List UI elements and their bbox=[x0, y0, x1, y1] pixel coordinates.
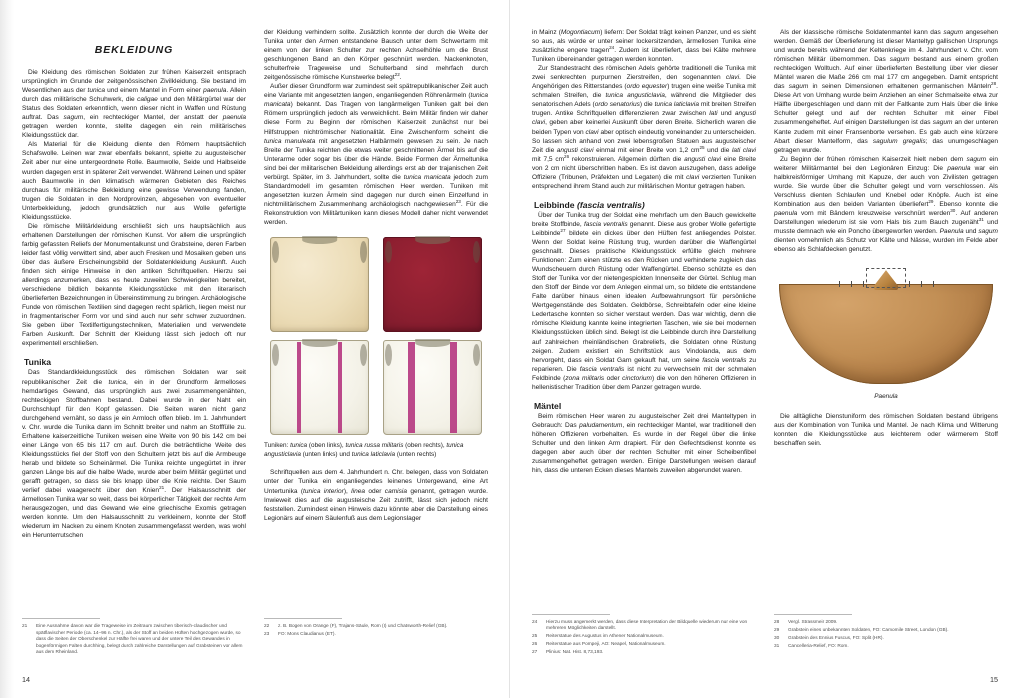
armhole-left bbox=[385, 241, 392, 263]
footnote-marker-21[interactable]: 21 bbox=[159, 484, 165, 490]
footnote-item bbox=[264, 632, 488, 638]
paragraph-text-mid: und die lati clavi mit 7,5 cm bbox=[532, 146, 756, 163]
footnote-number: 27 bbox=[532, 650, 538, 656]
footnote-column-3 bbox=[532, 614, 756, 658]
tunic-image-tunica-angusticlavia bbox=[270, 340, 369, 435]
latin-term: tunica angusticlavia bbox=[264, 442, 464, 458]
subheading-maentel: Mäntel bbox=[534, 400, 562, 411]
paragraph-text: Als der klassische römische Soldatenmantel kann das sagum angesehen werden. Gemäß der Überlieferung ist dieser Manteltyp gallischen Ursprungs und wurde bereits während der Keltenkriege im 4. Jahrhundert v. Chr. vom römischen Militär übernommen. Das sagum bestand aus einem großen rechteckigen Wolltuch. Auf einer überlieferten Bestellung über vier dieser Mäntel waren die Maße 266 cm mal 177 cm angegeben. Damit entspricht das sagum in seinen Dimensionen erhaltenen germanischen Mänteln bbox=[774, 29, 998, 91]
footnote-number: 22 bbox=[264, 624, 270, 630]
footnote-number: 21 bbox=[22, 624, 28, 630]
latin-term: fascia ventralis bbox=[583, 220, 628, 228]
footnote-marker-29[interactable]: 29 bbox=[928, 198, 934, 204]
paragraph-text: Zur Standestracht des römischen Adels gehörte traditionell die Tunika mit zwei senkrechten purpurnen Zierstreifen, den sogenannten clavi. Die Angehörigen des Ritterstandes (ordo equester) trugen eine weiße Tunika mit schmalen Streifen, die tunica angusticlavia, während die Mitglieder des senatorischen Adels (ordo senatorius) die tunica laticlavia mit breiten Streifen trugen. Antike Schriftquellen differenzieren zwar zwischen lati und angusti clavi, geben aber keinerlei Auskunft über deren Breite. Sicherlich waren die beiden Typen von clavi aber optisch eindeutig voneinander zu unterscheiden. So lassen sich anhand von zwei lebensgroßen Statuen aus augusteischer Zeit die angusti clavi einmal mit einer Breite von 1,2 cm bbox=[532, 65, 757, 154]
tunic-image-tunica-laticlavia bbox=[383, 340, 482, 435]
paragraph-text: in Mainz (Mogontiacum) liefern: Der Soldat trägt keinen Panzer, und es sieht so aus, als würde er unter seiner lockersitzenden, ärmellosen Tunika eine zusätzliche engere tragen bbox=[532, 29, 756, 55]
latin-term: tunica interior bbox=[303, 487, 344, 495]
paragraph-text-tail: bildete ein dickes über den Hüften fest anliegendes Polster. Wenn der Soldat keine Rüstung trug, wurden darüber die Waffengürtel geschnallt. Dieses praktische Kleidungsstück erfüllte gleich mehrere Funktionen: Zum einen stützte es den Rücken und verhinderte zugleich das Wundscheuern durch Rüstung oder Waffengürtel. Ebenso schützte es den Stoff der Tunika vor der nietengespickten Innenseite der Gürtel. Schlug man den Stoff der Binde vor dem Anlegen einmal um, so bildete die entstandene Falte darüber hinaus einen idealen Aufbewahrungsort für persönliche Wertgegenstände des Soldaten. Geldbörse, Schreibtafeln oder eine kleine Ledertasche konnten so sicher verstaut werden. Das war wichtig, denn die römische Kleidung kannte keine integrierten Taschen, wie sie bei modernen Kleidungsstücken üblich sind. Belegt ist die Leibbinde durch ihre Darstellung auf zahlreichen rheinländischen Grabreliefs, die Soldaten ohne Rüstung zeigen. Zudem existiert ein Schriftstück aus Vindolanda, aus dem hervorgeht, dass ein Soldat Garn gekauft hat, um seine fascia ventralis zu reparieren. Die fascia ventralis ist nicht zu verwechseln mit der schmalen Feldbinde (zona militaris oder cinctorium) die von den höheren Offizieren in hellenistischer Tradition über dem Panzer getragen wurde. bbox=[532, 229, 756, 391]
page-number-right: 15 bbox=[990, 675, 998, 684]
footnote-marker-27[interactable]: 27 bbox=[560, 227, 566, 233]
subheading-leibbinde bbox=[534, 200, 756, 210]
latin-term: tunica angusticlavia bbox=[605, 92, 665, 100]
latin-term: tunica bbox=[108, 378, 126, 386]
footnote-number: 25 bbox=[532, 634, 538, 640]
footnote-text: Plinius: Nat. Hist. 8,73,193. bbox=[546, 650, 604, 656]
latin-term: paenula bbox=[947, 164, 971, 172]
latin-term: tunica bbox=[87, 87, 106, 95]
footnote-text: Reiterstatue des Augustus im Athener Nationalmuseum. bbox=[546, 634, 664, 640]
paragraph-text-tail: rekonstruieren. Allgemein dürften die angusti clavi eine Breite von 2 cm nicht überschritten haben. Es ist davon auszugehen, dass adelige Offiziere (Tribunen, Präfekten und Legaten) die mit clavi verzierten Tuniken entsprechend ihrem Stand auch zur militärischen Montur getragen haben. bbox=[532, 155, 756, 190]
footnote-text: Reiterstatue aus Pompeji, AO: Neapel, Nationalmuseum. bbox=[546, 642, 666, 648]
paragraph: Beim römischen Heer waren zu augusteischer Zeit drei Manteltypen in Gebrauch: Das paludamentum, ein rechteckiger Mantel, war traditionell den höheren Offizieren vorbehalten. Es wurde in der Regel über die linke Schulter und den linken Arm drapiert. Für den Gefechtsdienst konnte es dagegen aber auch über der rechten Schulter mit einer Scheibenfibel zusammengeheftet getragen werden. Einige Darstellungen weisen darauf hin, dass die unteren Ecken dieses Mantels zuweilen abgerundet waren. bbox=[532, 412, 756, 475]
footnote-column-4 bbox=[774, 614, 998, 658]
latin-term: fascia ventralis bbox=[702, 356, 747, 364]
footnote-rule bbox=[264, 618, 342, 619]
column-2 bbox=[264, 28, 488, 606]
footnote-column-2 bbox=[264, 618, 488, 658]
footnote-text: Grabstein eines unbekannten Soldaten, FO: Camomile Street, London (GB). bbox=[788, 627, 949, 633]
latin-term: clavi bbox=[686, 173, 700, 181]
paragraph-text-b: . Ebenso konnte die paenula vorn mit Bändern kreuzweise verschnürt werden bbox=[774, 200, 999, 217]
latin-term: tunica laticlavia bbox=[351, 450, 396, 458]
footnote-marker-24[interactable]: 24 bbox=[609, 44, 615, 50]
paragraph: der Kleidung verhindern sollte. Zusätzlich konnte der durch die Weite der Tunika unter den Armen entstandene Bausch unter dem Schwertarm mit einem von der linken Schulter zur rechten Achselhöhle um die Brust geschlungenen Band an den Körper geschnürt werden. Nackenknoten, schulterfreie Trageweise und Schulterband sind mehrfach durch zeitgenössische römische Kunstwerke belegt$^{22}$. bbox=[264, 29, 488, 82]
footnotes-right-page bbox=[532, 614, 998, 658]
paragraph bbox=[532, 211, 756, 392]
footnote-marker-22[interactable]: 22 bbox=[394, 72, 400, 78]
column-4 bbox=[774, 28, 998, 606]
column-1 bbox=[22, 28, 246, 606]
latin-term: sagum bbox=[63, 114, 84, 122]
latin-term: Paenula bbox=[939, 228, 964, 236]
footnote-rule bbox=[22, 618, 100, 619]
latin-term: lati bbox=[709, 110, 718, 118]
footnote-item bbox=[532, 650, 756, 656]
paragraph: Schriftquellen aus dem 4. Jahrhundert n. Chr. belegen, dass von Soldaten unter der Tunika ein enganliegendes leinenes Untergewand, eine Art Untertunika (tunica interior), linea oder camisia genannt, getragen wurde. Inwieweit dies auf die augusteische Zeit zutrifft, lässt sich jedoch nicht feststellen. Zumindest einen Hinweis dazu könnte aber die Darstellung eines Legionärs auf einem Säulenfuß aus dem Legionslager bbox=[264, 469, 488, 522]
footnote-marker-26[interactable]: 26 bbox=[564, 153, 570, 159]
paragraph-text-tail: . Für die Rekonstruktion von Militärtuniken kann dieses Modell daher nicht verwendet werden. bbox=[264, 200, 488, 226]
footnote-item bbox=[532, 634, 756, 640]
latin-term: fascia ventralis bbox=[579, 365, 625, 373]
tunic-image-tunica-russa-militaris bbox=[383, 237, 482, 332]
latin-term: Paenula bbox=[874, 393, 898, 401]
footnote-rule bbox=[532, 614, 610, 615]
footnote-marker-25[interactable]: 25 bbox=[699, 144, 705, 150]
figure-caption-paenula bbox=[774, 393, 998, 402]
paragraph: Die Kleidung des römischen Soldaten zur frühen Kaiserzeit entsprach ursprünglich im Grunde der zeitgenössischen Zivilkleidung. Sie bestand im Wesentlichen aus der tunica und einem Mantel in Form einer paenula. Allein durch das militärische Schuhwerk, die caligae und den Militärgürtel war der Status des Soldaten erkenntlich, wenn dieser nicht in Waffen und Rüstung auftrat. Das sagum, ein rechteckiger Mantel, der anstatt der paenula getragen werden konnte, stellte dagegen ein rein militärisches Kleidungsstück dar. bbox=[22, 69, 246, 140]
paragraph bbox=[264, 82, 488, 227]
armhole-left bbox=[272, 344, 279, 366]
latin-term: camisia bbox=[384, 487, 407, 495]
paenula-cloak-body bbox=[779, 284, 993, 384]
paragraph bbox=[774, 155, 998, 255]
latin-term: paenula bbox=[774, 209, 798, 217]
latin-term: cinctorium bbox=[622, 374, 652, 382]
paenula-image bbox=[779, 266, 993, 384]
paragraph-text: der Kleidung verhindern sollte. Zusätzlich konnte der durch die Weite der Tunika unter den Armen entstandene Bausch unter dem Schwertarm mit einem von der linken Schulter zur rechten Achselhöhle um die Brust geschlungenen Band an den Körper geschnürt werden. Nackenknoten, schulterfreie Trageweise und Schulterband sind mehrfach durch zeitgenössische römische Kunstwerke belegt bbox=[264, 29, 488, 82]
footnote-marker-31[interactable]: 31 bbox=[978, 216, 984, 222]
latin-term: clavi bbox=[585, 128, 599, 136]
clavus-stripe-right bbox=[338, 342, 342, 433]
page-title: BEKLEIDUNG bbox=[94, 44, 174, 56]
tunic-grid bbox=[270, 237, 482, 435]
paragraph-text-tail: . Zudem ist überliefert, dass bei Kälte mehrere Tuniken übereinander getragen werden konnten. bbox=[532, 47, 756, 64]
latin-term: sagulum gregalis bbox=[872, 137, 926, 145]
paragraph-text-tail: . Diese Art von Umhang wurde beim Anziehen an einer Schmalseite etwa zur Hälfte übergeschlagen und dann mit der Faltkante zum Hals über die linke Schulter gelegt und auf der rechten Schulter mit einer Fibel zusammengeheftet. Auf einigen Darstellungen ist das sagum an der unteren Kante zudem mit einer Fransenborte versehen. Es gab auch eine kürzere Abart dieser Mantelform, das sagulum gregalis; das unumgeschlagen getragen wurde. bbox=[774, 83, 999, 154]
footnote-marker-30[interactable]: 30 bbox=[950, 207, 956, 213]
figure-caption-tunics: Tuniken: tunica (oben links), tunica russa militaris (oben rechts), tunica angusticlavia (unten links) und tunica laticlavia (unten rechts) bbox=[264, 442, 464, 458]
latin-term: paenula bbox=[222, 114, 246, 122]
footnote-number: 30 bbox=[774, 635, 780, 641]
footnote-item bbox=[264, 624, 488, 630]
footnote-item bbox=[774, 644, 998, 650]
subheading-tunika: Tunika bbox=[24, 357, 52, 368]
paragraph bbox=[532, 64, 756, 191]
footnote-item bbox=[532, 620, 756, 633]
footnote-column-1 bbox=[22, 618, 246, 658]
footnote-item bbox=[774, 620, 998, 626]
paragraph-text: Das Standardkleidungsstück des römischen Soldaten war seit republikanischer Zeit die tunica, ein in der Grundform ärmelloses hemdartiges Gewand, das ursprünglich aus zwei zusammengenähten, rechteckigen Stoffbahnen bestand. Dabei wurde in der Naht ein Durchschlupf für den Kopf gelassen. Die Seiten waren nicht ganz durchgehend vernäht, so dass je ein Armloch offen blieb. Im 1. Jahrhundert v. Chr. wurde die Tunika dann im Schnitt breiter und nahm an Stofffülle zu. Erhaltene kaiserzeitliche Tuniken weisen eine Weite von 90 bis 142 cm bei einer Länge von 65 bis 117 cm auf. Durch die beträchtliche Weite des Kleidungsstücks fiel der Stoff von den Schultern jetzt bis auf die Armbeuge herab und bildete so Scheinärmel. Die Tunika reichte ungegürtet in ihrer ganzen Länge bis auf die halbe Wade, wurde aber beim Militär gegürtet und gerafft getragen, so dass sie bis knapp über die Knie reichte. Der Saum verlief dabei waagerecht über den Knien bbox=[22, 369, 246, 495]
footnote-number: 31 bbox=[774, 643, 780, 649]
latin-term: angusti clavi bbox=[532, 110, 756, 127]
latin-term: linea bbox=[351, 487, 366, 495]
latin-term: lati clavi bbox=[731, 146, 756, 154]
latin-term: tunica manicata bbox=[403, 173, 451, 181]
paragraph-text-c: . Auf anderen Darstellungen wiederum ist sie vom Hals bis zum Bauch zugenäht bbox=[774, 209, 998, 226]
clavus-stripe-left bbox=[408, 342, 415, 433]
footnote-text: Grabstein des Ennius Fuscus, FO: Split (HR). bbox=[788, 635, 884, 641]
footnote-text: z. B. Bogen von Orange (F), Trajans-Säule, Rom (I) und Chatsworth-Relief (GB). bbox=[278, 624, 448, 630]
latin-term: sagum bbox=[889, 56, 910, 64]
figure-tunics bbox=[264, 237, 488, 459]
neck-opening bbox=[415, 339, 451, 347]
paragraph-text: Außer dieser Grundform war zumindest seit spätrepublikanischer Zeit auch eine Variante mit angesetzten langen, enganliegenden Röhrenärmeln (tunica manicata) bekannt. Das Tragen von langärmeligen Tuniken galt bei den Römern ursprünglich jedoch als verweichlicht. Beim Militär finden wir daher diese Form zu Beginn der römischen Kaiserzeit zunächst nur bei Hilfstruppen nichtrömischer Nationalität. Eine Zwischenform scheint die tunica manuleata mit angesetzten Halbärmeln gewesen zu sein. Je nach Breite der Tunika reichten die etwas weiter geschnittenen Ärmel bis auf die Unterarme oder sogar bis über die Hände. Beide Formen der Ärmeltunika sind bei der militarischen Bekleidung allerdings erst ab der trajanischen Zeit verbürgt. Später, im 3. Jahrhundert, sollte die tunica manicata jedoch zum Standardmodell im gesamten römischen Heer werden. Tuniken mit angesetzten kurzen Ärmeln sind dagegen nur durch einen Einzelfund in nichtmilitärischem Zusammenhang archäologisch nachgewiesen bbox=[264, 83, 488, 208]
latin-term: sagum bbox=[788, 83, 809, 91]
latin-term: sagum bbox=[932, 119, 953, 127]
latin-term: zona militaris bbox=[565, 374, 605, 382]
armhole-left bbox=[385, 344, 392, 366]
paragraph-text: Zu Beginn der frühen römischen Kaiserzeit hielt neben dem sagum ein weiterer Militärmantel bei den Legionären Einzug: Die paenula war ein halbkreisförmiger Umhang mit Kapuze, der auch von Zivilisten getragen wurde. Sie wurde über die Schulter gelegt und vorn verschlossen. Als Verschluss dienten Schlaufen und Knebel oder Knöpfe. Auch ist eine Kombination aus den beiden Varianten überliefert bbox=[774, 155, 998, 208]
paenula-detail-callout-box bbox=[866, 268, 906, 288]
latin-term: Mogontiacum bbox=[560, 29, 601, 36]
latin-term: tunica bbox=[290, 442, 308, 450]
paragraph: Das Standardkleidungsstück des römischen Soldaten war seit republikanischer Zeit die tunica, ein in der Grundform ärmelloses hemdartiges Gewand, das ursprünglich aus zwei zusammengenähten, rechteckigen Stoffbahnen bestand. Dabei wurde in der Naht ein Durchschlupf für den Kopf gelassen. Die Seiten waren nicht ganz durchgehend vernäht, so dass je ein Armloch offen blieb. Im 1. Jahrhundert v. Chr. wurde die Tunika dann im Schnitt breiter und nahm an Stofffülle zu. Erhaltene kaiserzeitliche Tuniken weisen eine Weite von 90 bis 142 cm bei einer Länge von 65 bis 117 cm auf. Durch die beträchtliche Weite des Kleidungsstücks fiel der Stoff von den Schultern jetzt bis auf die Armbeuge herab und bildete so Scheinärmel. Die Tunika reichte ungegürtet in ihrer ganzen Länge bis auf die halbe Wade, wurde aber beim Militär gegürtet und gerafft getragen, so dass sie bis knapp über die Knie reichte. Der Saum verlief dabei waagerecht über den Knien$^{21}$. Der Halsausschnitt der ärmellosen Tunika war so weit, dass bei körperlicher Tätigkeit der rechte Arm herausgezogen, und das Gewand wie eine griechische Exomis getragen werden konnte. Um den Halsausschnitt zu verkleinern, konnte der Stoff wiederum im Nacken zu einem Knoten zusammengefasst werden, was wohl ein Herunterrutschen bbox=[22, 369, 246, 540]
clavus-stripe-left bbox=[297, 342, 301, 433]
footnotes-left-page bbox=[22, 618, 488, 658]
footnote-rule bbox=[774, 614, 852, 615]
footnote-number: 29 bbox=[774, 627, 780, 633]
page-right-columns bbox=[532, 28, 998, 606]
footnote-item bbox=[532, 642, 756, 648]
tunic-image-tunica bbox=[270, 237, 369, 332]
footnote-text: Cancelleria-Relief, FO: Rom. bbox=[788, 643, 849, 649]
latin-term: paenula bbox=[203, 87, 227, 95]
footnote-number: 28 bbox=[774, 619, 780, 625]
paragraph bbox=[532, 28, 756, 64]
paragraph bbox=[774, 28, 998, 155]
latin-term: paludamentum bbox=[579, 421, 623, 429]
paragraph: Die römische Militärkleidung erschließt sich uns hauptsächlich aus erhaltenen Darstellungen der römischen Kunst. Vor allem die ursprünglich farbig gefassten Reliefs der Monumentalkunst und Grabsteine, deren Farben leider fast völlig verwittert sind, aber auch Fresken und Mosaiken geben uns über das äußere Erscheinungsbild der Soldatenkleidung Auskunft. Auch finden sich einige Hinweise in den antiken Schriftquellen. Hierzu sei allerdings anzumerken, dass es heute zuweilen Schwierigkeiten bereitet, verschiedene bildlich bekannte Kleidungsstücke mit den literarisch überlieferten Bezeichnungen in Übereinstimmung zu bringen. Archäologische Funde von römischen Textilien sind dagegen recht spärlich, liegen meist nur in fragmentarischer Form vor und sind auch nur sehr schwer zuzuordnen. Sie geben über Textilfertigungstechniken, Materialien und verwendete Farben Auskunft. Der Schnitt der Kleidung lässt sich jedoch oft nur experimentell erschließen. bbox=[22, 222, 246, 348]
footnote-text: FO: Mons Claudianus (ET). bbox=[278, 632, 336, 638]
footnote-text: Eine Ausnahme davon war die Trageweise im Zeitraum zwischen tiberisch-claudischer und spätflavischer Periode (ca. 14–96 n. Chr.), als der Stoff an beiden Hüften hochgezogen wurde, so dass die Seiten der Oberschenkel zur Hälfte frei waren und der untere Teil des Gewandes in bogenförmigen Falten durchhing, belegt durch zahlreiche Darstellungen auf Grabsteinen vor allem aus dem Rheinland. bbox=[36, 624, 243, 656]
page-number-left: 14 bbox=[22, 675, 30, 684]
latin-term: ordo equester bbox=[626, 83, 668, 91]
latin-term: angusti clavi bbox=[556, 146, 594, 154]
footnote-marker-23[interactable]: 23 bbox=[455, 198, 461, 204]
page-left-columns bbox=[22, 28, 488, 606]
latin-term: tunica laticlavia bbox=[654, 101, 700, 109]
latin-term: (fascia ventralis) bbox=[576, 199, 645, 210]
footnote-number: 26 bbox=[532, 642, 538, 648]
neck-opening bbox=[302, 236, 338, 244]
footnote-number: 24 bbox=[532, 619, 538, 625]
latin-term: sagum bbox=[978, 228, 999, 236]
paragraph-text: Über der Tunika trug der Soldat eine mehrfach um den Bauch gewickelte breite Stoffbinde, fascia ventralis genannt. Diese aus grober Wolle gefertigte Leibbinde bbox=[532, 211, 756, 237]
latin-term: tunica manuleata bbox=[264, 137, 316, 145]
armhole-right bbox=[473, 241, 480, 263]
neck-opening bbox=[302, 339, 338, 347]
clavus-stripe-right bbox=[450, 342, 457, 433]
latin-term: angusti clavi bbox=[684, 155, 722, 163]
neck-opening bbox=[415, 236, 451, 244]
latin-term: tunica russa militaris bbox=[345, 442, 404, 450]
latin-term: ordo senatorius bbox=[594, 101, 640, 109]
latin-term: clavi bbox=[725, 74, 740, 82]
latin-term: caligae bbox=[137, 96, 158, 104]
paragraph: Als Material für die Kleidung diente den Römern hauptsächlich Schafswolle. Leinen war zwar ebenfalls bekannt, spielte zu augusteischer Zeit aber nur eine untergeordnete Rolle. Baumwolle, Seide und Halbseide wurden dagegen erst in späterer Zeit verwendet. Während Leinen und später auch Baumwolle in den klimatisch wärmeren Gebieten des Reiches durchaus für militärische Bekleidung eine gewisse Verwendung fanden, trugen die Soldaten in den Nordprovinzen, abgesehen von eventueller Unterbekleidung, jedoch grundsätzlich nur aus Wolle gefertigte Kleidungsstücke. bbox=[22, 141, 246, 221]
footnote-item bbox=[774, 628, 998, 634]
armhole-right bbox=[360, 241, 367, 263]
footnote-item bbox=[22, 624, 246, 656]
armhole-left bbox=[272, 241, 279, 263]
armhole-right bbox=[360, 344, 367, 366]
paragraph: Die alltägliche Dienstuniform des römischen Soldaten bestand übrigens aus der Kombination von Tunika und Mantel. Je nach Klima und Witterung konnten die Kleidungsstücke aus leichterem oder wärmerem Stoff beschaffen sein. bbox=[774, 412, 998, 448]
latin-term: sagum bbox=[966, 155, 987, 163]
column-3 bbox=[532, 28, 756, 606]
footnote-marker-28[interactable]: 28 bbox=[991, 81, 997, 87]
footnote-text: Hierzu muss angemerkt werden, dass diese Interpretation der Bildquelle wiederum nur eine von mehreren Möglichkeiten darstellt. bbox=[546, 619, 748, 632]
subheading-text: Leibbinde (fascia ventralis) bbox=[534, 199, 645, 210]
paragraph-text-d: und musste demnach wie ein Poncho übergeworfen werden. Paenula und sagum dienten vornehmlich als Schutz vor Kälte und Nässe, wurden im Felde aber ebenso als Schlafdecken genutzt. bbox=[774, 218, 999, 254]
latin-term: tunica manicata bbox=[264, 92, 488, 109]
footnote-text: Vergl. Strassmeir 2009. bbox=[788, 619, 838, 625]
figure-paenula bbox=[774, 266, 998, 402]
footnote-item bbox=[774, 636, 998, 642]
armhole-right bbox=[473, 344, 480, 366]
page-right bbox=[510, 0, 1020, 698]
footnote-number: 23 bbox=[264, 632, 270, 638]
latin-term: sagum bbox=[943, 29, 964, 36]
